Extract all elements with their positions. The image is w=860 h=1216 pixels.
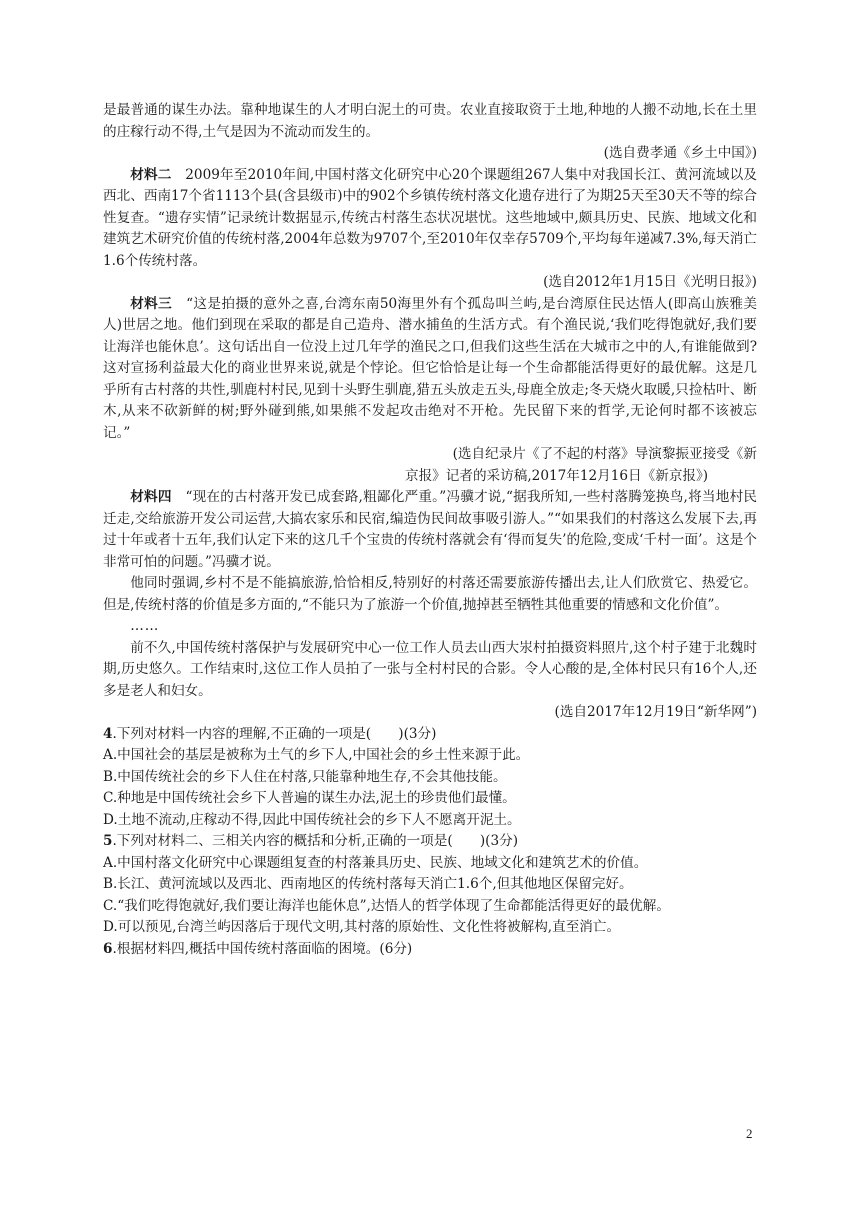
source-citation: 京报》记者的采访稿,2017年12月16日《新京报》) bbox=[405, 467, 709, 484]
ellipsis: …… bbox=[130, 618, 160, 634]
option-a: A.中国社会的基层是被称为土气的乡下人,中国社会的乡土性来源于此。 bbox=[103, 747, 530, 763]
option-d: D.土地不流动,庄稼动不得,因此中国传统社会的乡下人不愿离开泥土。 bbox=[103, 811, 521, 828]
material-text: “这是拍摄的意外之喜,台湾东南50海里外有个孤岛叫兰屿,是台湾原住民达悟人(即高山族雅美人)世居之地。他们到现在采取的都是自己造舟、潜水捕鱼的生活方式。有个渔民说,‘我们吃得饱就好,我们要让海洋也能休息’。这句话出自一位没上过几年学的渔民之口,但我们这些生活在大城市之中的人,有谁能做到?这对宣扬利益最大化的商业世界来说,就是个悖论。但它恰恰是让每一个生命都能活得更好的最优解。这是几乎所有古村落的共性,驯鹿村村民,见到十头野生驯鹿,猎五头放走五头,母鹿全放走;冬天烧火取暖,只捡枯叶、断木,从来不砍新鲜的树;野外碰到熊,如果熊不发起攻击绝对不开枪。先民留下来的哲学,无论何时都不该被忘记。” bbox=[103, 295, 757, 441]
reading-passage bbox=[103, 100, 757, 960]
question-stem: .根据材料四,概括中国传统村落面临的困境。(6分) bbox=[112, 940, 413, 957]
material-label: 材料三 bbox=[130, 295, 173, 312]
option-b: B.长江、黄河流域以及西北、西南地区的传统村落每天消亡1.6个,但其他地区保留完好。 bbox=[103, 876, 633, 892]
material-one-ending: 是最普通的谋生办法。靠种地谋生的人才明白泥土的可贵。农业直接取资于土地,种地的人搬不动地,长在土里的庄稼行动不得,土气是因为不流动而发生的。 bbox=[103, 102, 757, 140]
paragraph: 前不久,中国传统村落保护与发展研究中心一位工作人员去山西大汖村拍摄资料照片,这个村子建于北魏时期,历史悠久。工作结束时,这位工作人员拍了一张与全村村民的合影。令人心酸的是,全体村民只有16个人,还多是老人和妇女。 bbox=[103, 639, 757, 699]
material-text: 2009年至2010年间,中国村落文化研究中心20个课题组267人集中对我国长江、黄河流域以及西北、西南17个省1113个县(含县级市)中的902个乡镇传统村落文化遗存进行了为期25天至30天不等的综合性复查。“遗存实情”记录统计数据显示,传统古村落生态状况堪忧。这些地域中,颇具历史、民族、地域文化和建筑艺术研究价值的传统村落,2004年总数为9707个,至2010年仅幸存5709个,平均每年递减7.3%,每天消亡1.6个传统村落。 bbox=[103, 166, 758, 269]
option-c: C.种地是中国传统社会乡下人普遍的谋生办法,泥土的珍贵他们最懂。 bbox=[103, 790, 516, 806]
option-c: C.“我们吃得饱就好,我们要让海洋也能休息”,达悟人的哲学体现了生命都能活得更好的最优解。 bbox=[103, 897, 670, 914]
material-label: 材料四 bbox=[130, 489, 172, 505]
material-two bbox=[103, 165, 757, 273]
source-citation: (选自2017年12月19日“新华网”) bbox=[554, 704, 757, 720]
material-text: “现在的古村落开发已成套路,粗鄙化严重。”冯骥才说,“据我所知,一些村落腾笼换鸟,将当地村民迁走,交给旅游开发公司运营,大搞农家乐和民宿,编造伪民间故事吸引游人。”“如果我们的村落这么发展下去,再过十年或者十五年,我们认定下来的这几千个宝贵的传统村落就会有‘得而复失’的危险,变成‘千村一面’。这是个非常可怕的问题。”冯骥才说。 bbox=[103, 489, 757, 570]
page-number: 2 bbox=[746, 1126, 753, 1141]
question-number: 4 bbox=[103, 725, 113, 742]
source-citation: (选自2012年1月15日《光明日报》) bbox=[543, 274, 757, 290]
material-three bbox=[103, 294, 757, 445]
source-citation: (选自费孝通《乡土中国》) bbox=[603, 145, 757, 161]
option-d: D.可以预见,台湾兰屿因落后于现代文明,其村落的原始性、文化性将被解构,直至消亡。 bbox=[103, 919, 621, 935]
question-5 bbox=[103, 831, 757, 853]
question-number: 6 bbox=[103, 940, 113, 957]
question-number: 5 bbox=[103, 833, 113, 849]
question-4 bbox=[103, 724, 757, 746]
option-a: A.中国村落文化研究中心课题组复查的村落兼具历史、民族、地域文化和建筑艺术的价值。 bbox=[103, 854, 648, 871]
question-stem: .下列对材料二、三相关内容的概括和分析,正确的一项是( )(3分) bbox=[112, 833, 519, 849]
question-6 bbox=[103, 939, 757, 961]
material-label: 材料二 bbox=[130, 166, 172, 183]
option-b: B.中国传统社会的乡下人住在村落,只能靠种地生存,不会其他技能。 bbox=[103, 768, 507, 785]
paragraph: 他同时强调,乡村不是不能搞旅游,恰恰相反,特别好的村落还需要旅游传播出去,让人们欣赏它、热爱它。但是,传统村落的价值是多方面的,“不能只为了旅游一个价值,抛掉甚至牺牲其他重要的情感和文化价值”。 bbox=[103, 575, 757, 613]
source-citation: (选自纪录片《了不起的村落》导演黎振亚接受《新 bbox=[452, 446, 757, 462]
question-stem: .下列对材料一内容的理解,不正确的一项是( )(3分) bbox=[112, 725, 437, 742]
material-four bbox=[103, 487, 757, 573]
